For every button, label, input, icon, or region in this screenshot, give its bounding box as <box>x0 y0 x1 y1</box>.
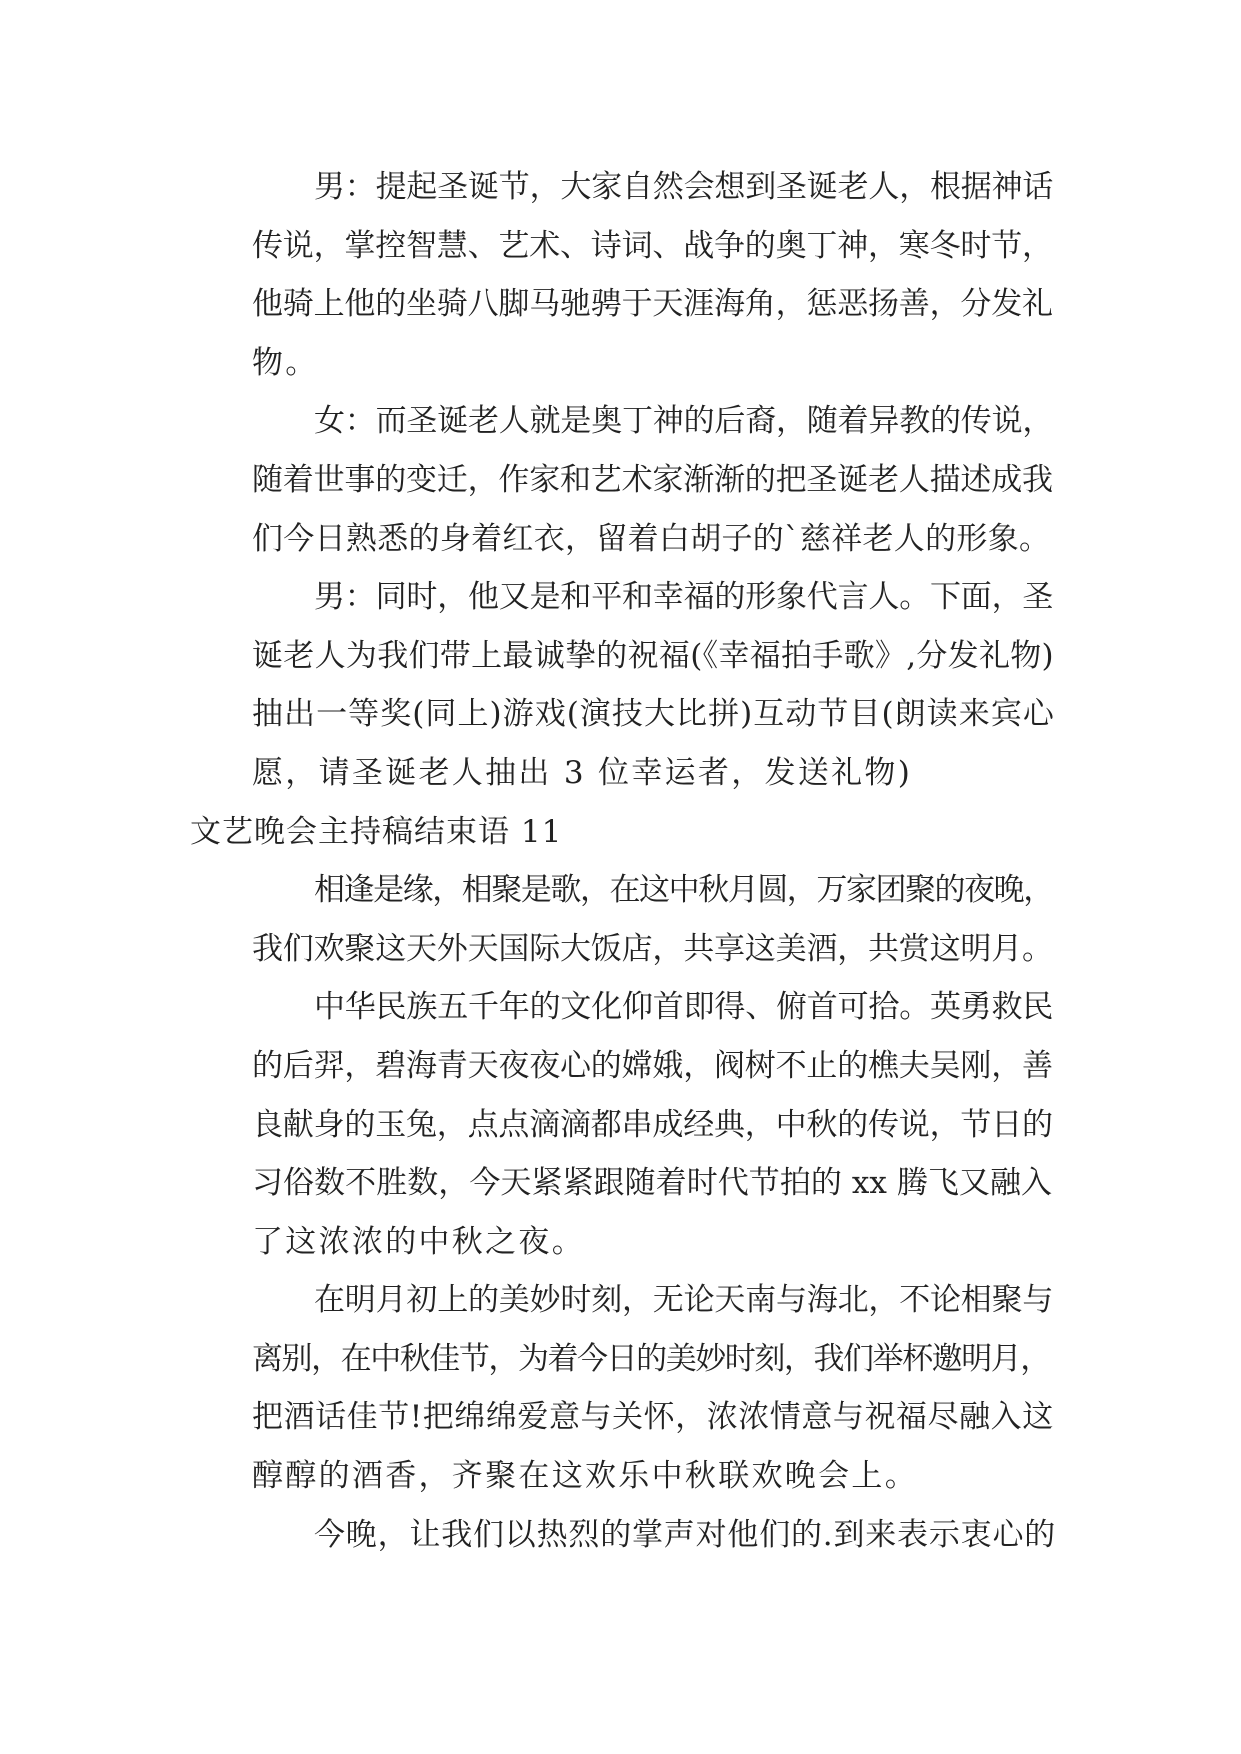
paragraph <box>190 1271 1056 1505</box>
paragraph <box>190 158 1056 392</box>
paragraph <box>190 568 1056 802</box>
paragraph <box>190 978 1056 1271</box>
heading-text: 文艺晚会主持稿结束语 11 <box>190 813 563 850</box>
text-line: 他骑上他的坐骑八脚马驰骋于天涯海角，惩恶扬善，分发礼 <box>252 286 1053 323</box>
text-line: 醇醇的酒香，齐聚在这欢乐中秋联欢晚会上。 <box>252 1458 918 1495</box>
text-line: 男：提起圣诞节，大家自然会想到圣诞老人，根据神话 <box>314 169 1054 205</box>
text-line: 物。 <box>252 344 319 381</box>
paragraph <box>190 861 1056 978</box>
text-line: 随着世事的变迁，作家和艺术家渐渐的把圣诞老人描述成我 <box>252 461 1053 498</box>
text-line: 把酒话佳节!把绵绵爱意与关怀，浓浓情意与祝福尽融入这 <box>252 1399 1054 1436</box>
paragraph <box>190 1506 1056 1565</box>
text-line: 们今日熟悉的身着红衣，留着白胡子的`慈祥老人的形象。 <box>252 520 1051 557</box>
text-line: 了这浓浓的中秋之夜。 <box>252 1223 585 1260</box>
text-line: 我们欢聚这天外天国际大饭店，共享这美酒，共赏这明月。 <box>252 930 1053 967</box>
text-line: 良献身的玉兔，点点滴滴都串成经典，中秋的传说，节日的 <box>252 1106 1053 1143</box>
text-line: 的后羿，碧海青天夜夜心的嫦娥，阀树不止的樵夫吴刚，善 <box>252 1047 1053 1084</box>
text-line: 中华民族五千年的文化仰首即得、俯首可拾。英勇救民 <box>314 989 1054 1026</box>
text-line: 习俗数不胜数，今天紧紧跟随着时代节拍的 xx 腾飞又融入 <box>252 1165 1053 1202</box>
document-body <box>190 158 1056 1564</box>
paragraph <box>190 392 1056 568</box>
text-line: 愿，请圣诞老人抽出 3 位幸运者，发送礼物) <box>252 754 913 791</box>
text-line: 女：而圣诞老人就是奥丁神的后裔，随着异教的传说， <box>314 403 1054 440</box>
text-line: 离别，在中秋佳节，为着今日的美妙时刻，我们举杯邀明月， <box>252 1340 1050 1377</box>
text-line: 今晚，让我们以热烈的掌声对他们的.到来表示衷心的 <box>314 1516 1057 1553</box>
text-line: 在明月初上的美妙时刻，无论天南与海北，不论相聚与 <box>314 1282 1054 1319</box>
text-line: 诞老人为我们带上最诚挚的祝福(《幸福拍手歌》,分发礼物) <box>252 637 1054 674</box>
text-line: 男：同时，他又是和平和幸福的形象代言人。下面，圣 <box>314 579 1054 616</box>
section-heading <box>190 803 1056 862</box>
text-line: 传说，掌控智慧、艺术、诗词、战争的奥丁神，寒冬时节， <box>252 227 1053 264</box>
text-line: 抽出一等奖(同上)游戏(演技大比拼)互动节目(朗读来宾心 <box>252 696 1055 733</box>
text-line: 相逢是缘，相聚是歌，在这中秋月圆，万家团聚的夜晚， <box>314 872 1053 909</box>
